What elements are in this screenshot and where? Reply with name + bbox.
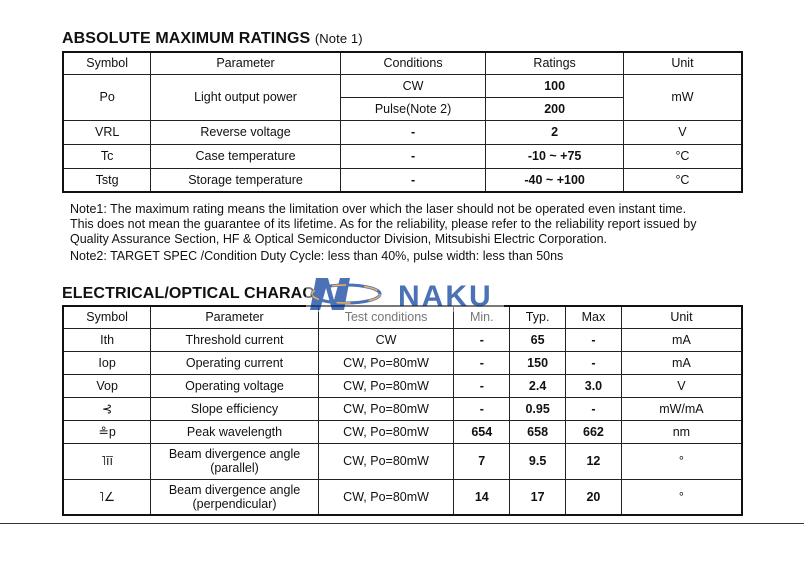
parameter-cell: Threshold current [151, 328, 319, 351]
parameter-line: Beam divergence angle [168, 482, 301, 497]
rating-cell: 100 [486, 74, 624, 97]
condition-cell: - [340, 120, 486, 144]
parameter-cell: Peak wavelength [151, 420, 319, 443]
parameter-cell: Storage temperature [151, 168, 340, 192]
section-title-note: (Note 1) [314, 31, 363, 46]
symbol-cell: Vop [63, 374, 151, 397]
header-cell: Symbol [63, 306, 151, 328]
min-cell: 7 [454, 443, 510, 479]
symbol-cell: Tstg [63, 168, 151, 192]
condition-cell: CW [318, 328, 454, 351]
header-cell: Parameter [151, 306, 319, 328]
symbol-cell: Tc [63, 144, 151, 168]
watermark-text: NAKU [398, 280, 493, 313]
min-cell: - [454, 374, 510, 397]
rating-cell: -10 ~ +75 [486, 144, 624, 168]
table-row [63, 168, 742, 192]
condition-cell: CW [340, 74, 486, 97]
condition-cell: CW, Po=80mW [318, 351, 454, 374]
condition-cell: CW, Po=80mW [318, 479, 454, 515]
condition-cell: - [340, 144, 486, 168]
rating-cell: 200 [486, 97, 624, 120]
header-cell: Test conditions [318, 306, 454, 328]
header-cell: Unit [621, 306, 742, 328]
condition-cell: CW, Po=80mW [318, 443, 454, 479]
table-row [63, 351, 742, 374]
table-row [63, 420, 742, 443]
max-cell: - [566, 351, 622, 374]
min-cell: - [454, 397, 510, 420]
section-title-text: ABSOLUTE MAXIMUM RATINGS [62, 30, 311, 47]
section-title-electrical-optical: ELECTRICAL/OPTICAL CHARAC [62, 285, 314, 302]
symbol-cell: ⊰ [63, 397, 151, 420]
max-cell: - [566, 397, 622, 420]
typ-cell: 0.95 [510, 397, 566, 420]
condition-cell: CW, Po=80mW [318, 420, 454, 443]
section-title-absolute-max [62, 30, 363, 48]
symbol-cell: Po [63, 74, 151, 120]
header-cell: Conditions [340, 52, 486, 74]
max-cell: 20 [566, 479, 622, 515]
parameter-cell [151, 443, 319, 479]
unit-cell: V [623, 120, 742, 144]
parameter-cell: Light output power [151, 74, 340, 120]
min-cell: - [454, 351, 510, 374]
header-cell: Symbol [63, 52, 151, 74]
table-row [63, 397, 742, 420]
note-1-line-1: Note1: The maximum rating means the limitation over which the laser should not be operated even instant time. [70, 202, 687, 216]
max-cell: 3.0 [566, 374, 622, 397]
note-1-line-3: Quality Assurance Section, HF & Optical Semiconductor Division, Mitsubishi Electric Corporation. [70, 232, 608, 246]
electrical-optical-table [62, 305, 743, 516]
table-row [63, 144, 742, 168]
unit-cell: °C [623, 144, 742, 168]
typ-cell: 150 [510, 351, 566, 374]
header-cell: Ratings [486, 52, 624, 74]
parameter-cell: Operating current [151, 351, 319, 374]
unit-cell: mW [623, 74, 742, 120]
parameter-cell: Case temperature [151, 144, 340, 168]
table-row [63, 328, 742, 351]
parameter-cell: Reverse voltage [151, 120, 340, 144]
symbol-cell: Ith [63, 328, 151, 351]
rating-cell: 2 [486, 120, 624, 144]
header-cell: Parameter [151, 52, 340, 74]
naku-watermark-logo [306, 270, 504, 318]
table-row [63, 479, 742, 515]
typ-cell: 65 [510, 328, 566, 351]
table-header-row [63, 52, 742, 74]
unit-cell: ° [621, 479, 742, 515]
bottom-divider [0, 523, 804, 524]
unit-cell: mA [621, 351, 742, 374]
unit-cell: V [621, 374, 742, 397]
table-row [63, 443, 742, 479]
max-cell: 12 [566, 443, 622, 479]
unit-cell: °C [623, 168, 742, 192]
condition-cell: CW, Po=80mW [318, 374, 454, 397]
parameter-cell: Operating voltage [151, 374, 319, 397]
unit-cell: nm [621, 420, 742, 443]
header-cell: Max [566, 306, 622, 328]
condition-cell: - [340, 168, 486, 192]
note-2: Note2: TARGET SPEC /Condition Duty Cycle: less than 40%, pulse width: less than 50ns [70, 249, 564, 263]
symbol-cell: ˥∠ [63, 479, 151, 515]
typ-cell: 658 [510, 420, 566, 443]
parameter-cell: Slope efficiency [151, 397, 319, 420]
min-cell: 14 [454, 479, 510, 515]
parameter-subline: (parallel) [210, 461, 259, 475]
max-cell: - [566, 328, 622, 351]
rating-cell: -40 ~ +100 [486, 168, 624, 192]
parameter-subline: (perpendicular) [192, 496, 277, 511]
condition-cell: CW, Po=80mW [318, 397, 454, 420]
unit-cell: mA [621, 328, 742, 351]
symbol-cell: ≗p [63, 420, 151, 443]
typ-cell: 17 [510, 479, 566, 515]
min-cell: - [454, 328, 510, 351]
max-cell: 662 [566, 420, 622, 443]
header-cell: Unit [623, 52, 742, 74]
header-cell: Min. [454, 306, 510, 328]
typ-cell: 9.5 [510, 443, 566, 479]
min-cell: 654 [454, 420, 510, 443]
condition-cell: Pulse(Note 2) [340, 97, 486, 120]
table-row [63, 374, 742, 397]
symbol-cell: ˥īī [63, 443, 151, 479]
typ-cell: 2.4 [510, 374, 566, 397]
parameter-cell [151, 479, 319, 515]
parameter-line: Beam divergence angle [168, 447, 301, 461]
symbol-cell: Iop [63, 351, 151, 374]
table-row [63, 120, 742, 144]
unit-cell: ° [621, 443, 742, 479]
note-1-line-2: This does not mean the guarantee of its lifetime. As for the reliability, please refer to the reliability report issued by [70, 217, 697, 231]
table-row [63, 74, 742, 97]
symbol-cell: VRL [63, 120, 151, 144]
header-cell: Typ. [510, 306, 566, 328]
absolute-max-ratings-table [62, 51, 743, 193]
unit-cell: mW/mA [621, 397, 742, 420]
